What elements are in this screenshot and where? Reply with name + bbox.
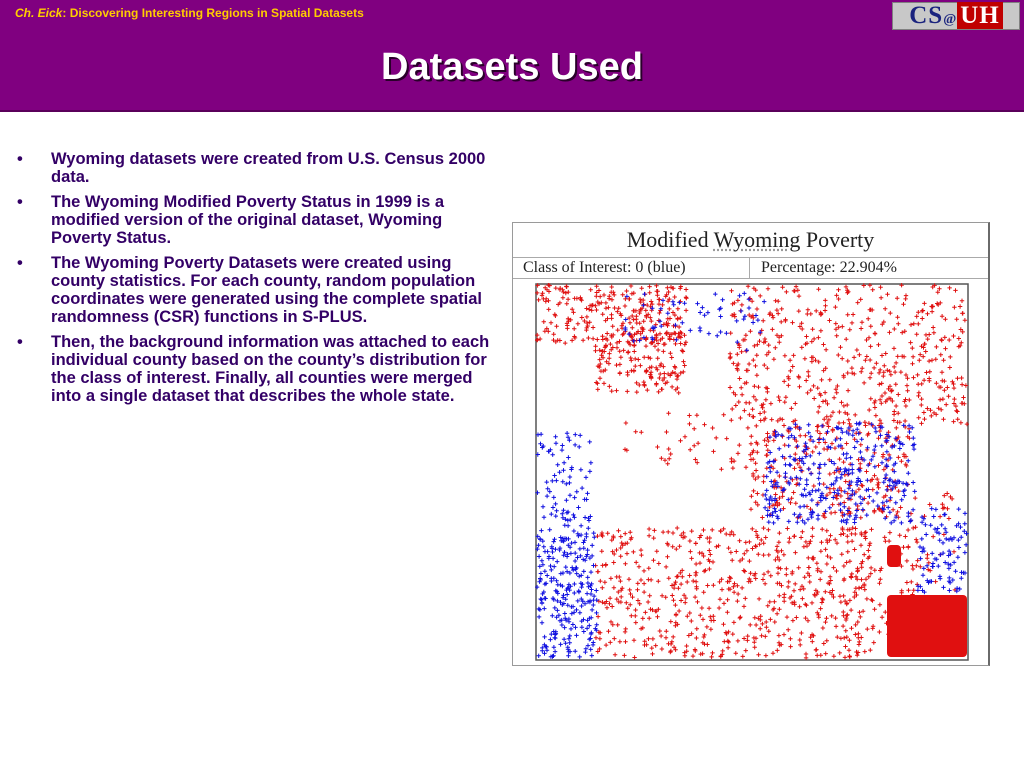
bullet-item: • Wyoming datasets were created from U.S. Census 2000 data. — [15, 150, 505, 186]
bullet-list — [15, 150, 505, 412]
figure-title-part: Modified — [626, 227, 714, 252]
info-separator — [749, 258, 750, 278]
class-of-interest-label: Class of Interest: 0 (blue) — [523, 259, 686, 276]
bullet-item: • The Wyoming Poverty Datasets were created using county statistics. For each county, random population coordinates were generated using the complete spatial randomness (CSR) functions in S-PLUS. — [15, 254, 505, 326]
subtitle-text: : Discovering Interesting Regions in Spatial Datasets — [62, 6, 364, 20]
logo-uh: UH — [957, 2, 1003, 29]
bullet-item: • Then, the background information was attached to each individual county based on the county’s distribution for the class of interest. Finally, all counties were merged into a single dataset that describes the whole state. — [15, 333, 505, 405]
logo-cs: CS — [909, 2, 944, 29]
cs-uh-logo — [892, 2, 1020, 30]
header-subtitle — [15, 6, 364, 20]
dense-red-region — [887, 595, 967, 657]
header-bar — [0, 0, 1024, 112]
slide-title: Datasets Used — [381, 46, 643, 88]
logo-at: @ — [943, 12, 958, 27]
figure-info-bar — [513, 257, 988, 279]
bullet-item: • The Wyoming Modified Poverty Status in 1999 is a modified version of the original dataset, Wyoming Poverty Status. — [15, 193, 505, 247]
percentage-label: Percentage: 22.904% — [761, 259, 897, 276]
scatter-plot — [535, 283, 969, 661]
author-name: Ch. Eick — [15, 6, 63, 20]
figure-title — [513, 227, 988, 253]
figure-title-part: Wyoming — [713, 227, 801, 252]
figure-title-part: Poverty — [800, 227, 875, 252]
poverty-map-figure — [512, 222, 990, 666]
dense-red-region — [887, 545, 901, 567]
